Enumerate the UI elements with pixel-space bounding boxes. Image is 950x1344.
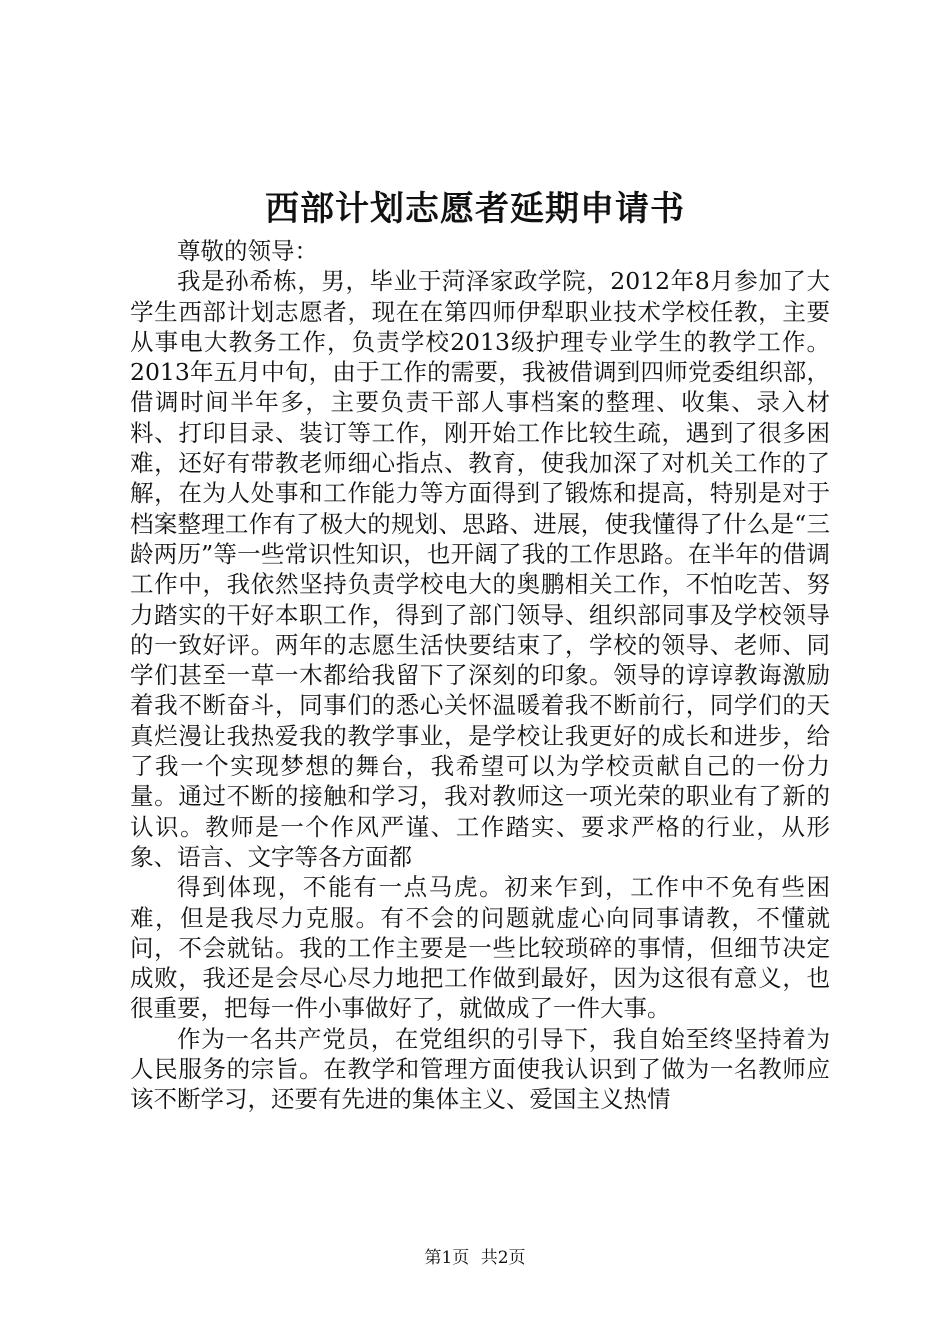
page-total: 共2页 xyxy=(480,1248,526,1268)
page-footer xyxy=(0,1246,950,1270)
document-title: 西部计划志愿者延期申请书 xyxy=(265,189,685,229)
paragraph: 作为一名共产党员，在党组织的引导下，我自始至终坚持着为人民服务的宗旨。在教学和管理方面使我认识到了做为一名教师应该不断学习，还要有先进的集体主义、爱国主义热情 xyxy=(130,1024,830,1114)
paragraph: 我是孙希栋，男，毕业于菏泽家政学院，2012年8月参加了大学生西部计划志愿者，现在在第四师伊犁职业技术学校任教，主要从事电大教务工作，负责学校2013级护理专业学生的教学工作。2013年五月中旬，由于工作的需要，我被借调到四师党委组织部，借调时间半年多，主要负责干部人事档案的整理、收集、录入材料、打印目录、装订等工作，刚开始工作比较生疏，遇到了很多困难，还好有带教老师细心指点、教育，使我加深了对机关工作的了解，在为人处事和工作能力等方面得到了锻炼和提高，特别是对于档案整理工作有了极大的规划、思路、进展，使我懂得了什么是“三龄两历”等一些常识性知识，也开阔了我的工作思路。在半年的借调工作中，我依然坚持负责学校电大的奥鹏相关工作，不怕吃苦、努力踏实的干好本职工作，得到了部门领导、组织部同事及学校领导的一致好评。两年的志愿生活快要结束了，学校的领导、老师、同学们甚至一草一木都给我留下了深刻的印象。领导的谆谆教诲激励着我不断奋斗，同事们的悉心关怀温暖着我不断前行，同学们的天真烂漫让我热爱我的教学事业，是学校让我更好的成长和进步，给了我一个实现梦想的舞台，我希望可以为学校贡献自己的一份力量。通过不断的接触和学习，我对教师这一项光荣的职业有了新的认识。教师是一个作风严谨、工作踏实、要求严格的行业，从形象、语言、文字等各方面都 xyxy=(130,267,830,871)
salutation: 尊敬的领导： xyxy=(177,237,318,265)
page-number: 第1页 xyxy=(424,1248,470,1268)
document-body xyxy=(130,236,830,1115)
paragraph: 得到体现，不能有一点马虎。初来乍到，工作中不免有些困难，但是我尽力克服。有不会的问题就虚心向同事请教，不懂就问，不会就钻。我的工作主要是一些比较琐碎的事情，但细节决定成败，我还是会尽心尽力地把工作做到最好，因为这很有意义，也很重要，把每一件小事做好了，就做成了一件大事。 xyxy=(130,873,830,1023)
